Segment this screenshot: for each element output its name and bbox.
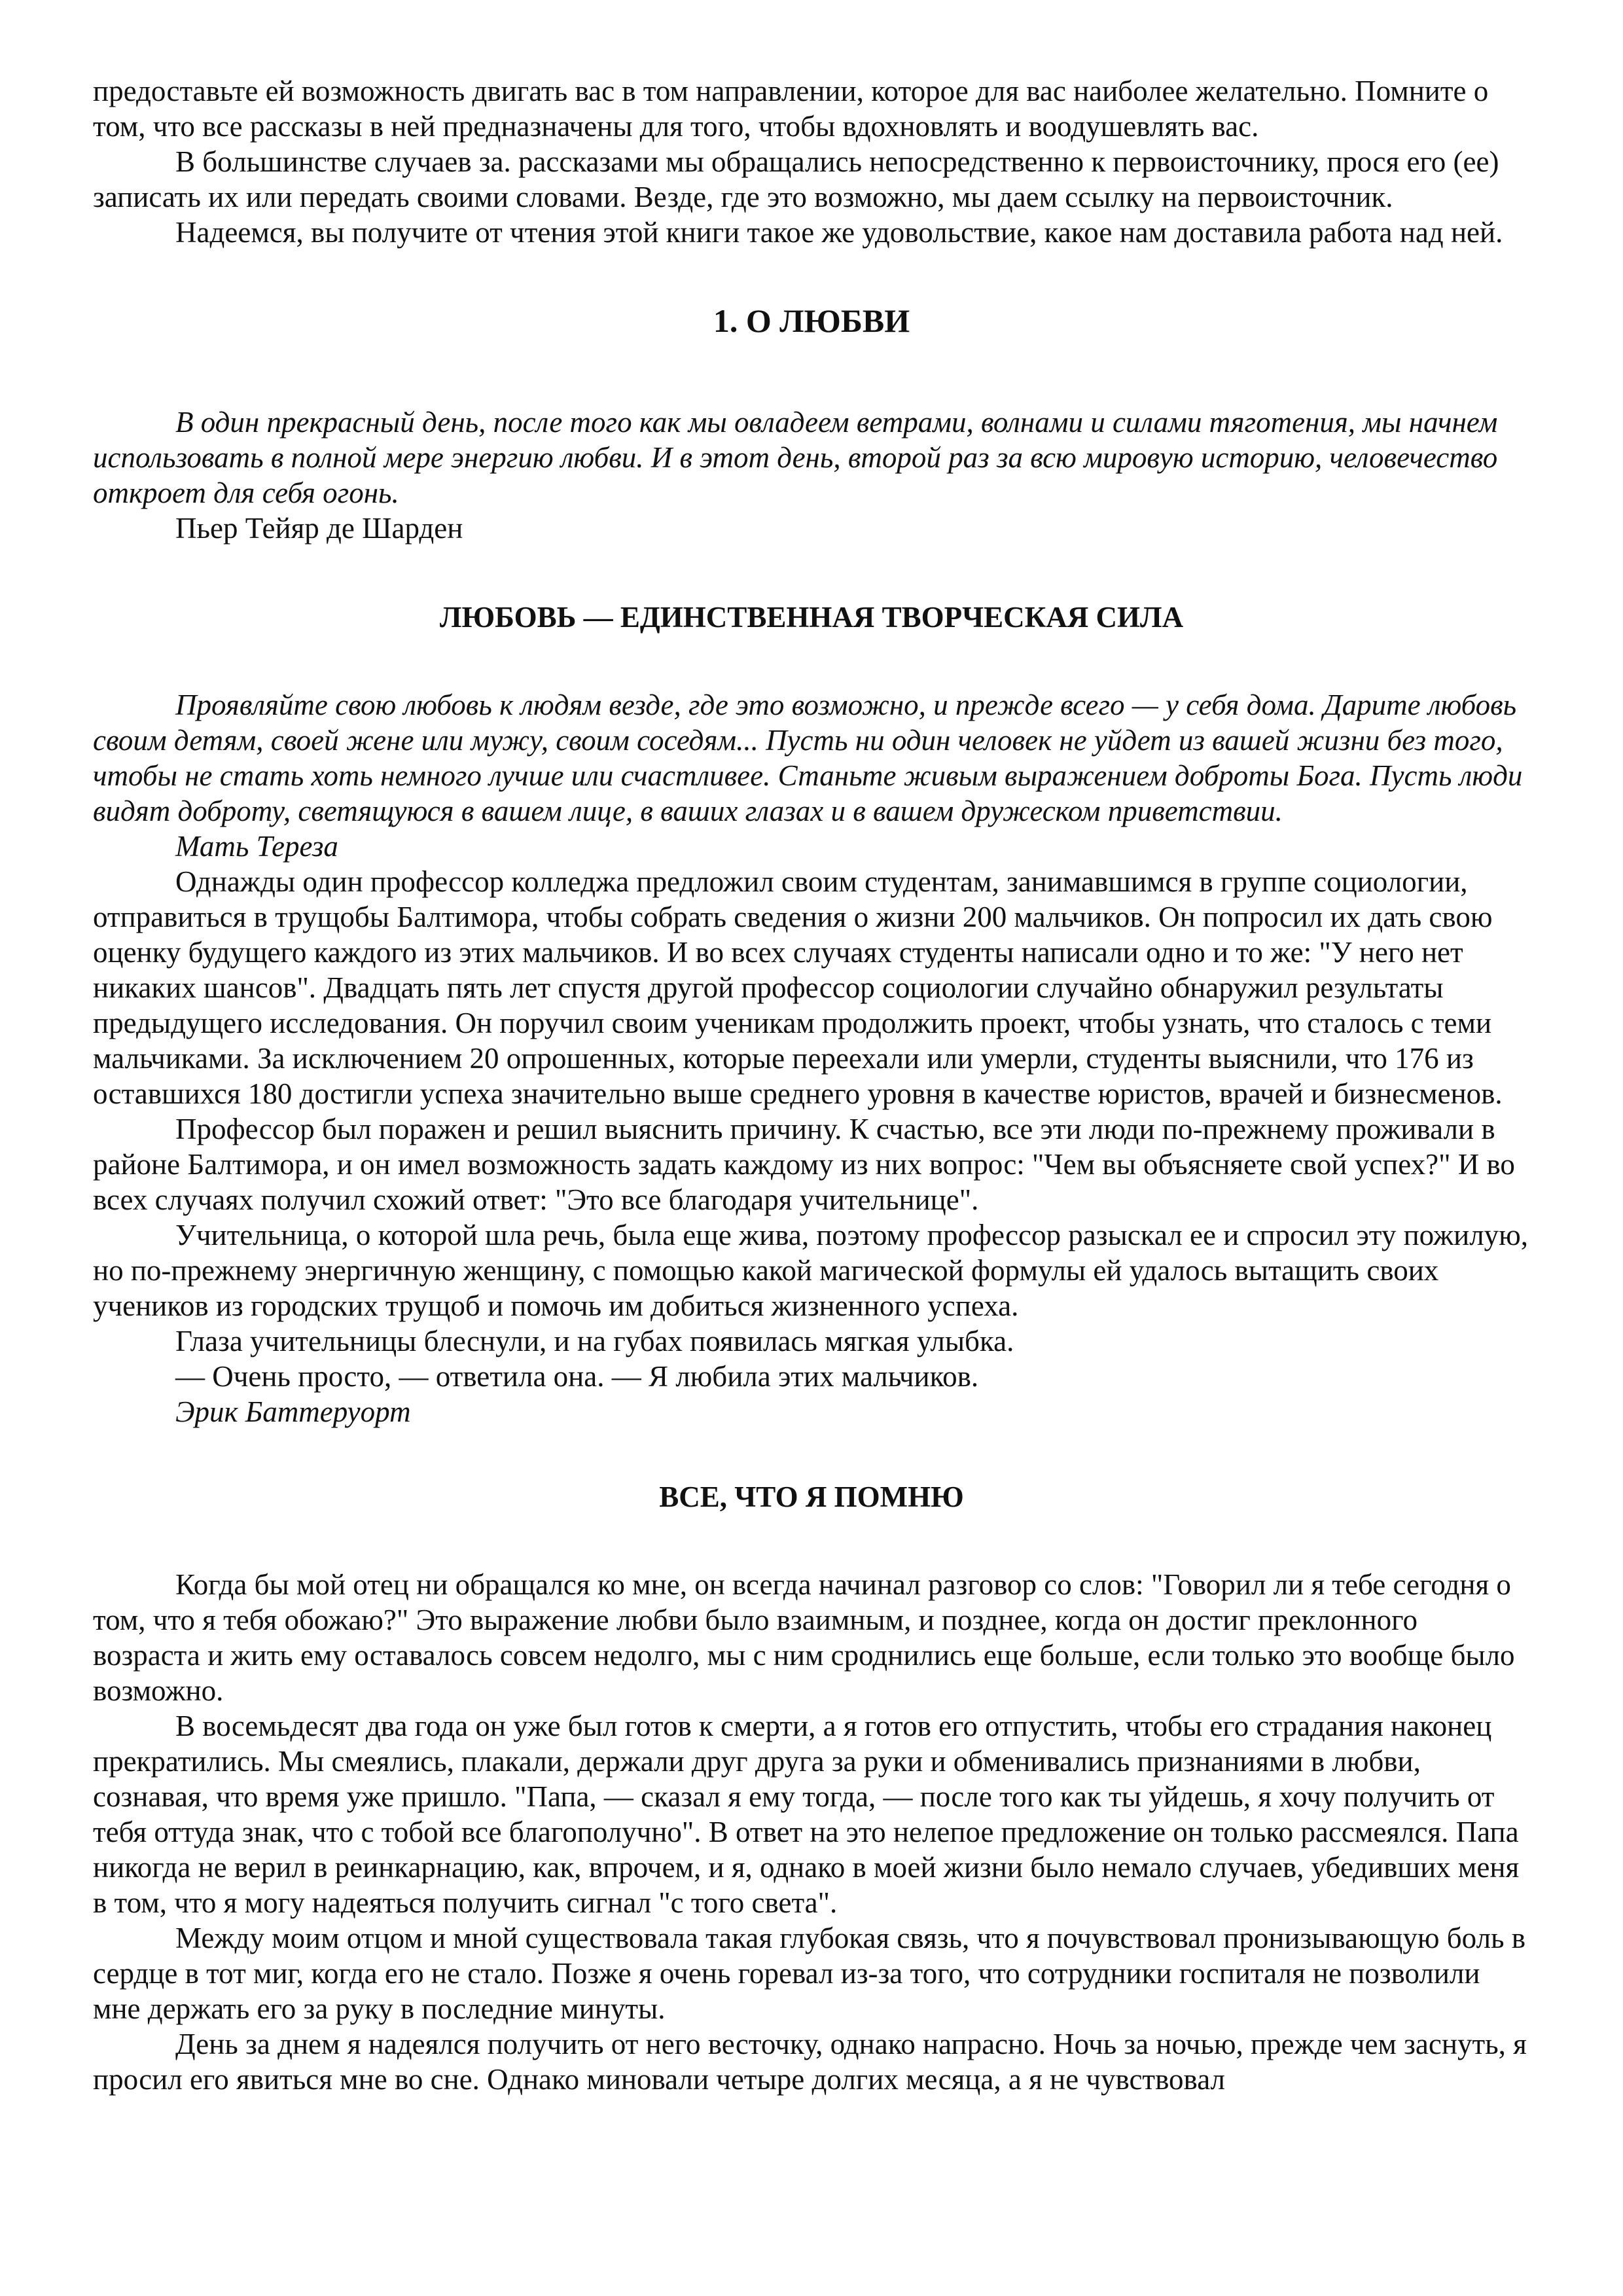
story-1-paragraph-3: Учительница, о которой шла речь, была еще жива, поэтому профессор разыскал ее и спросил эту пожилую, но по-прежнему энергичную женщину, с помощью какой магической формулы ей удалось вытащить своих учеников из городских трущоб и помочь им добиться жизненного успеха. [93, 1219, 1529, 1322]
intro-paragraph-1: предоставьте ей возможность двигать вас в том направлении, которое для вас наиболее желательно. Помните о том, что все рассказы в ней предназначены для того, чтобы вдохновлять и воодушевлять вас. [93, 75, 1489, 143]
story-2-title: ВСЕ, ЧТО Я ПОМНЮ [659, 1480, 964, 1513]
story-2-paragraph-4: День за днем я надеялся получить от него весточку, однако напрасно. Ночь за ночью, прежде чем заснуть, я просил его явиться мне во сне. Однако миновали четыре долгих месяца, а я не чувствовал [93, 2028, 1527, 2096]
story-2-paragraph-3: Между моим отцом и мной существовала такая глубокая связь, что я почувствовал пронизывающую боль в сердце в тот миг, когда его не стало. Позже я очень горевал из-за того, что сотрудники госпиталя не позволили мне держать его за руку в последние минуты. [93, 1922, 1526, 2025]
story-1-epigraph-author: Мать Тереза [175, 830, 338, 863]
story-1-title: ЛЮБОВЬ — ЕДИНСТВЕННАЯ ТВОРЧЕСКАЯ СИЛА [439, 601, 1184, 634]
story-2-paragraph-2: В восемьдесят два года он уже был готов к смерти, а я готов его отпустить, чтобы его страдания наконец прекратились. Мы смеялись, плакали, держали друг друга за руки и обменивались признаниями в любви, сознавая, что время уже пришло. "Папа, — сказал я ему тогда, — после того как ты уйдешь, я хочу получить от тебя оттуда знак, что с тобой все благополучно". В ответ на это нелепое предложение он только рассмеялся. Папа никогда не верил в реинкарнацию, как, впрочем, и я, однако в моей жизни было немало случаев, убедивших меня в том, что я могу надеяться получить сигнал "с того света". [93, 1710, 1520, 1919]
intro-paragraph-2: В большинстве случаев за. рассказами мы обращались непосредственно к первоисточнику, прося его (ее) записать их или передать своими словами. Везде, где это возможно, мы даем ссылку на первоисточник. [93, 145, 1499, 213]
chapter-epigraph: В один прекрасный день, после того как мы овладеем ветрами, волнами и силами тяготения, мы начнем использовать в полной мере энергию любви. И в этот день, второй раз за всю мировую историю, человечество откроет для себя огонь. [93, 406, 1498, 509]
story-1-paragraph-5: — Очень просто, — ответила она. — Я любила этих мальчиков. [175, 1360, 979, 1393]
story-1-paragraph-4: Глаза учительницы блеснули, и на губах появилась мягкая улыбка. [175, 1325, 1014, 1357]
chapter-title: 1. О ЛЮБВИ [713, 302, 910, 339]
story-1-epigraph: Проявляйте свою любовь к людям везде, где это возможно, и прежде всего — у себя дома. Дарите любовь своим детям, своей жене или мужу, своим соседям... Пусть ни один человек не уйдет из вашей жизни без того, чтобы не стать хоть немного лучше или счастливее. Станьте живым выражением доброты Бога. Пусть люди видят доброту, светящуюся в вашем лице, в ваших глазах и в вашем дружеском приветствии. [93, 689, 1523, 827]
intro-paragraph-3: Надеемся, вы получите от чтения этой книги такое же удовольствие, какое нам доставила работа над ней. [175, 216, 1503, 249]
story-1-paragraph-2: Профессор был поражен и решил выяснить причину. К счастью, все эти люди по-прежнему проживали в районе Балтимора, и он имел возможность задать каждому из них вопрос: "Чем вы объясняете свой успех?" И во всех случаях получил схожий ответ: "Это все благодаря учительнице". [93, 1113, 1515, 1216]
story-2-paragraph-1: Когда бы мой отец ни обращался ко мне, он всегда начинал разговор со слов: "Говорил ли я тебе сегодня о том, что я тебя обожаю?" Это выражение любви было взаимным, и позднее, когда он достиг преклонного возраста и жить ему оставалось совсем недолго, мы с ним сроднились еще больше, если только это вообще было возможно. [93, 1568, 1515, 1707]
chapter-epigraph-author: Пьер Тейяр де Шарден [175, 512, 463, 545]
story-1-author: Эрик Баттеруорт [175, 1395, 411, 1428]
story-1-paragraph-1: Однажды один профессор колледжа предложил своим студентам, занимавшимся в группе социологии, отправиться в трущобы Балтимора, чтобы собрать сведения о жизни 200 мальчиков. Он попросил их дать свою оценку будущего каждого из этих мальчиков. И во всех случаях студенты написали одно и то же: "У него нет никаких шансов". Двадцать пять лет спустя другой профессор социологии случайно обнаружил результаты предыдущего исследования. Он поручил своим ученикам продолжить проект, чтобы узнать, что сталось с теми мальчиками. За исключением 20 опрошенных, которые переехали или умерли, студенты выяснили, что 176 из оставшихся 180 достигли успеха значительно выше среднего уровня в качестве юристов, врачей и бизнесменов. [93, 865, 1503, 1110]
